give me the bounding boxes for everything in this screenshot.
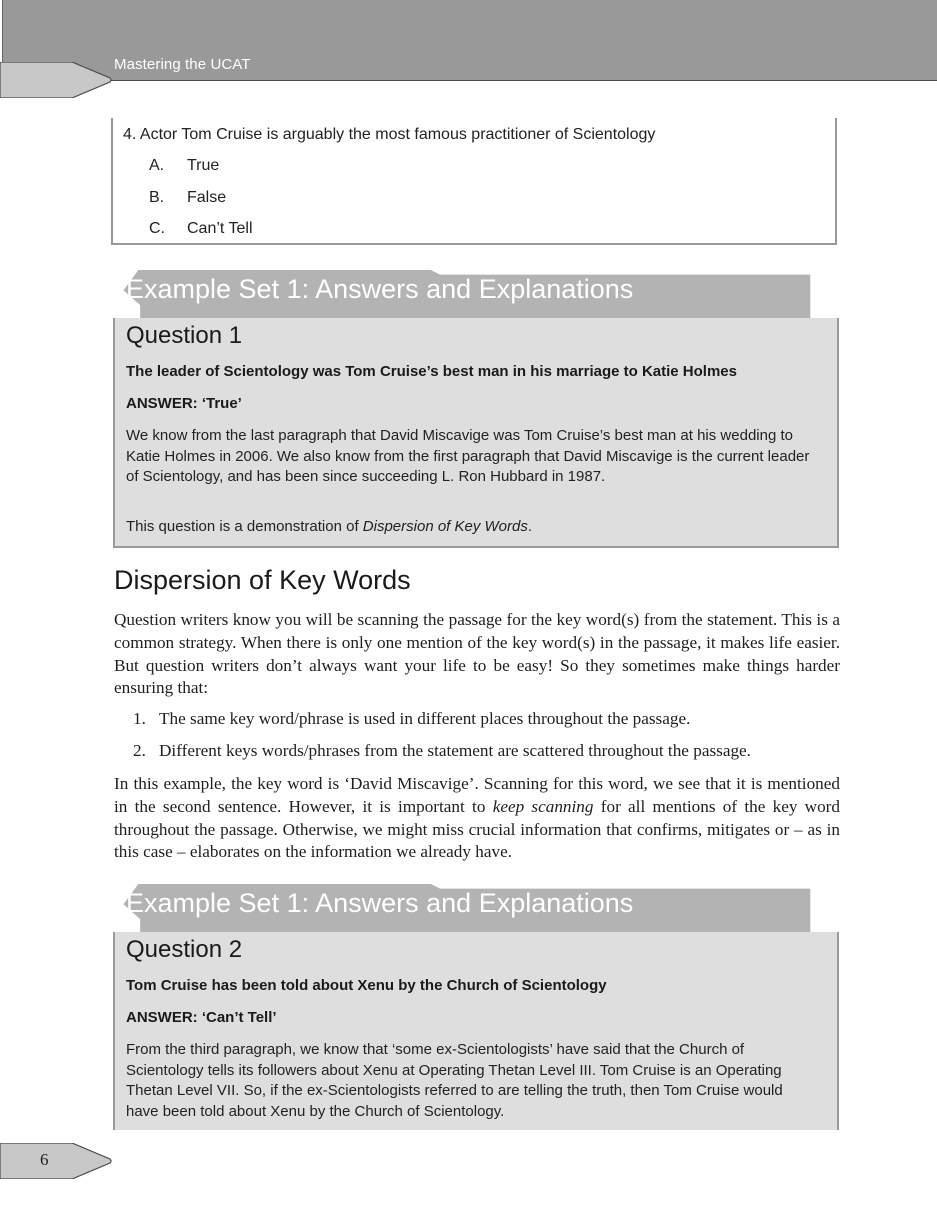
- question-number: 4.: [123, 126, 137, 143]
- page-number-tab: [0, 1143, 112, 1179]
- list-item-1: [133, 709, 690, 729]
- option-b: [149, 189, 226, 207]
- list-number: 1.: [133, 709, 146, 728]
- option-label: False: [187, 189, 227, 206]
- dispersion-example-paragraph: [114, 773, 840, 864]
- question-statement: Tom Cruise has been told about Xenu by the Church of Scientology: [126, 977, 607, 994]
- option-letter: B.: [149, 189, 165, 206]
- explanation-box: [113, 318, 839, 548]
- question-heading: Question 2: [126, 936, 243, 963]
- question-stem-text: Actor Tom Cruise is arguably the most famous practitioner of Scientology: [139, 126, 656, 143]
- explanation-text: We know from the last paragraph that David Miscavige was Tom Cruise’s best man at his wedding to Katie Holmes in 2006. We also know from the first paragraph that David Miscavige is the current leader of Scientology, and has been since succeeding L. Ron Hubbard in 1987.: [126, 427, 810, 486]
- page-number: 6: [40, 1150, 49, 1169]
- explanation-text: From the third paragraph, we know that ‘some ex-Scientologists’ have said that the Church of Scientology tells its followers about Xenu at Operating Thetan Level III. Tom Cruise is an Operating Thetan Level VII. So, if the ex-Scientologists referred to are telling the truth, then Tom Cruise would have been told about Xenu by the Church of Scientology.: [126, 1041, 783, 1121]
- answer-label: ANSWER: ‘True’: [126, 395, 242, 412]
- section-banner-title: Example Set 1: Answers and Explanations: [126, 274, 634, 304]
- option-c: [149, 220, 253, 238]
- option-letter: C.: [149, 220, 165, 237]
- para-text: for all mentions of the key word throughout the passage. Otherwise, we might miss crucial information that confirms, mitigates or – as in this case – elaborates on the information we already have.: [114, 796, 840, 862]
- option-label: True: [187, 157, 220, 174]
- note-prefix: This question is a demonstration of: [126, 518, 363, 535]
- answers-explanations-block-2: [93, 884, 839, 1134]
- note-emphasis: Dispersion of Key Words: [362, 518, 528, 535]
- answers-explanations-block-1: [93, 270, 839, 550]
- para-text: In this example, the key word is ‘David Miscavige’. Scanning for this word, we see that it is mentioned in the second sentence. However, it is important to: [114, 774, 840, 816]
- dispersion-intro-paragraph: Question writers know you will be scanning the passage for the key word(s) from the statement. This is a common strategy. When there is only one mention of the key word(s) in the passage, it makes life easier. But question writers don’t always want your life to be easy! So they sometimes make things harder ensuring that:: [114, 610, 840, 698]
- list-item-2: [133, 741, 751, 761]
- list-number: 2.: [133, 741, 146, 760]
- option-letter: A.: [149, 157, 165, 174]
- section-banner-title: Example Set 1: Answers and Explanations: [126, 888, 634, 918]
- answer-label: ANSWER: ‘Can’t Tell’: [126, 1009, 277, 1026]
- running-title: Mastering the UCAT: [114, 56, 251, 73]
- list-text: Different keys words/phrases from the statement are scattered throughout the passage.: [159, 741, 751, 760]
- section-heading-dispersion: Dispersion of Key Words: [114, 565, 411, 595]
- header-tab-arrow: [0, 62, 112, 98]
- question-4-stem: [123, 126, 655, 144]
- question-4-box: [111, 118, 837, 245]
- option-label: Can’t Tell: [187, 220, 253, 237]
- list-text: The same key word/phrase is used in different places throughout the passage.: [159, 709, 691, 728]
- question-statement: The leader of Scientology was Tom Cruise’s best man in his marriage to Katie Holmes: [126, 363, 737, 380]
- question-heading: Question 1: [126, 322, 243, 349]
- para-emphasis: keep scanning: [492, 796, 594, 816]
- explanation-box: [113, 932, 839, 1130]
- option-a: [149, 157, 219, 175]
- note-suffix: .: [527, 518, 533, 535]
- explanation-note: [126, 518, 532, 535]
